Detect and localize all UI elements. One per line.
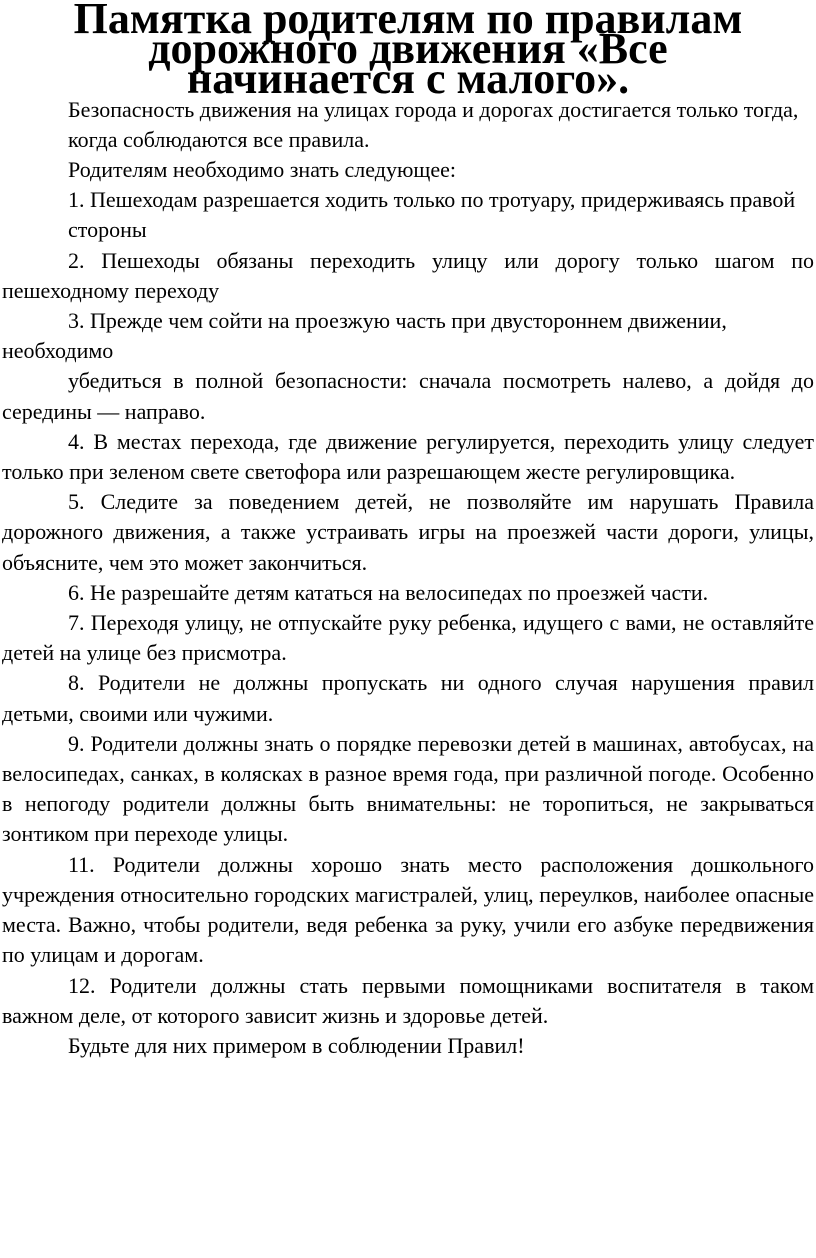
rule-item-2: 2. Пешеходы обязаны переходить улицу или дорогу только шагом по пешеходному переходу [2, 247, 814, 303]
rule-item-1-continued: стороны [68, 217, 147, 243]
document-title: Памятка родителям по правилам дорожного движения «Все начинается с малого». [73, 0, 743, 104]
rule-item-7: 7. Переходя улицу, не отпускайте руку ребенка, идущего с вами, не оставляйте детей на улице без присмотра. [2, 610, 814, 666]
closing-line: Будьте для них примером в соблюдении Правил! [68, 1032, 525, 1058]
rule-item-3: 3. Прежде чем сойти на проезжую часть при двустороннем движении, необходимо [2, 308, 727, 364]
paragraph-intro: Безопасность движения на улицах города и дорогах достигается только тогда, [68, 96, 799, 122]
paragraph-lead: Родителям необходимо знать следующее: [68, 157, 456, 183]
rule-item-5: 5. Следите за поведением детей, не позволяйте им нарушать Правила дорожного движения, а также устраивать игры на проезжей части дороги, улицы, объясните, чем это может закончиться. [2, 489, 814, 575]
rule-item-1: 1. Пешеходам разрешается ходить только по тротуару, придерживаясь правой [68, 187, 796, 213]
rule-item-9: 9. Родители должны знать о порядке перевозки детей в машинах, автобусах, на велосипедах, санках, в колясках в разное время года, при различной погоде. Особенно в непогоду родители должны быть внимательны: не торопиться, не закрываться зонтиком при переходе улицы. [2, 730, 814, 847]
rule-item-4: 4. В местах перехода, где движение регулируется, переходить улицу следует только при зеленом свете светофора или разрешающем жесте регулировщика. [2, 428, 814, 485]
rule-item-12: 12. Родители должны стать первыми помощниками воспитателя в таком важном деле, от которого зависит жизнь и здоровье детей. [2, 972, 814, 1028]
rule-item-6: 6. Не разрешайте детям кататься на велосипедах по проезжей части. [68, 579, 709, 605]
rule-item-3-continued: убедиться в полной безопасности: сначала посмотреть налево, а дойдя до середины — направо. [2, 368, 814, 424]
paragraph-intro-continued: когда соблюдаются все правила. [68, 126, 370, 152]
rule-item-8: 8. Родители не должны пропускать ни одного случая нарушения правил детьми, своими или чужими. [2, 670, 814, 726]
rule-item-11: 11. Родители должны хорошо знать место расположения дошкольного учреждения относительно городских магистралей, улиц, переулков, наиболее опасные места. Важно, чтобы родители, ведя ребенка за руку, учили его азбуке передвижения по улицам и дорогам. [2, 851, 814, 968]
